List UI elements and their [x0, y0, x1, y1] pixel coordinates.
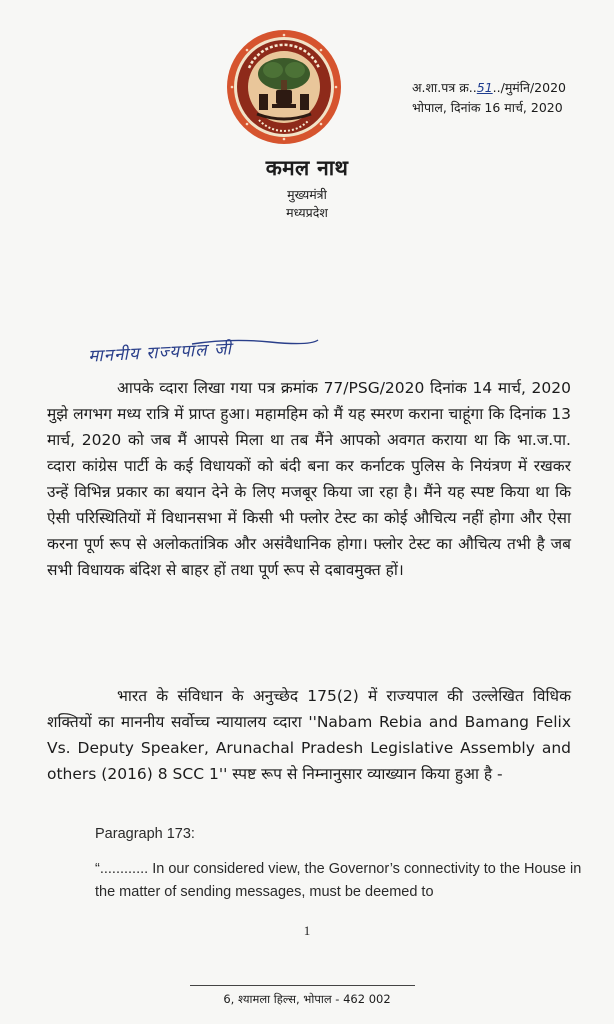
reference-handwritten-number: 51: [476, 80, 493, 95]
sender-name: कमल नाथ: [265, 156, 349, 180]
salutation-underline-stroke: [190, 336, 320, 356]
reference-number: [412, 78, 566, 98]
quoted-text: “............ In our considered view, the Governor’s connectivity to the House in the matter of sending messages, must be deemed to: [95, 861, 582, 900]
paragraph-label: Paragraph 173:: [95, 826, 195, 842]
handwritten-salutation: माननीय राज्यपाल जी: [87, 339, 233, 367]
reference-date: भोपाल, दिनांक 16 मार्च, 2020: [412, 100, 563, 115]
footer-divider: [190, 985, 415, 986]
reference-prefix: अ.शा.पत्र क्र..: [412, 80, 477, 95]
sender-designation: मुख्यमंत्री: [287, 187, 327, 202]
reference-block: [412, 78, 566, 118]
body-paragraph-2: भारत के संविधान के अनुच्छेद 175(2) में राज्यपाल की उल्लेखित विधिक शक्तियों का माननीय सर्वोच्च न्यायालय व्दारा ''Nabam Rebia and Bamang Felix Vs. Deputy Speaker, Arunachal Pradesh Legislative Assembly and others (2016) 8 SCC 1'' स्पष्ट रूप से निम्नानुसार व्याख्यान किया हुआ है -: [47, 687, 571, 783]
page-number: 1: [303, 923, 311, 938]
state-emblem-seal: [225, 28, 343, 146]
emblem-graphic: [225, 28, 343, 146]
sender-state: मध्यप्रदेश: [286, 205, 328, 220]
footer-address: 6, श्यामला हिल्स, भोपाल - 462 002: [223, 992, 391, 1006]
body-paragraph-1: आपके व्दारा लिखा गया पत्र क्रमांक 77/PSG/2020 दिनांक 14 मार्च, 2020 मुझे लगभग मध्य रात्रि में प्राप्त हुआ। महामहिम को मैं यह स्मरण कराना चाहूंगा कि दिनांक 13 मार्च, 2020 को जब मैं आपसे मिला था तब मैंने आपको अवगत कराया था कि भा.ज.पा. व्दारा कांग्रेस पार्टी के कई विधायकों को बंदी बना कर कर्नाटक पुलिस के नियंत्रण में रखकर उन्हें विभिन्न प्रकार का बयान देने के लिए मजबूर किया जा रहा है। मैंने यह स्पष्ट किया था कि ऐसी परिस्थितियों में विधानसभा में किसी भी फ्लोर टेस्ट का कोई औचित्य नहीं होगा और ऐसा करना पूर्ण रूप से अलोकतांत्रिक और असंवैधानिक होगा। फ्लोर टेस्ट का औचित्य तभी है जब सभी विधायक बंदिश से बाहर हों तथा पूर्ण रूप से दबावमुक्त हों।: [47, 379, 571, 579]
reference-suffix: ../मुमंनि/2020: [492, 80, 566, 95]
